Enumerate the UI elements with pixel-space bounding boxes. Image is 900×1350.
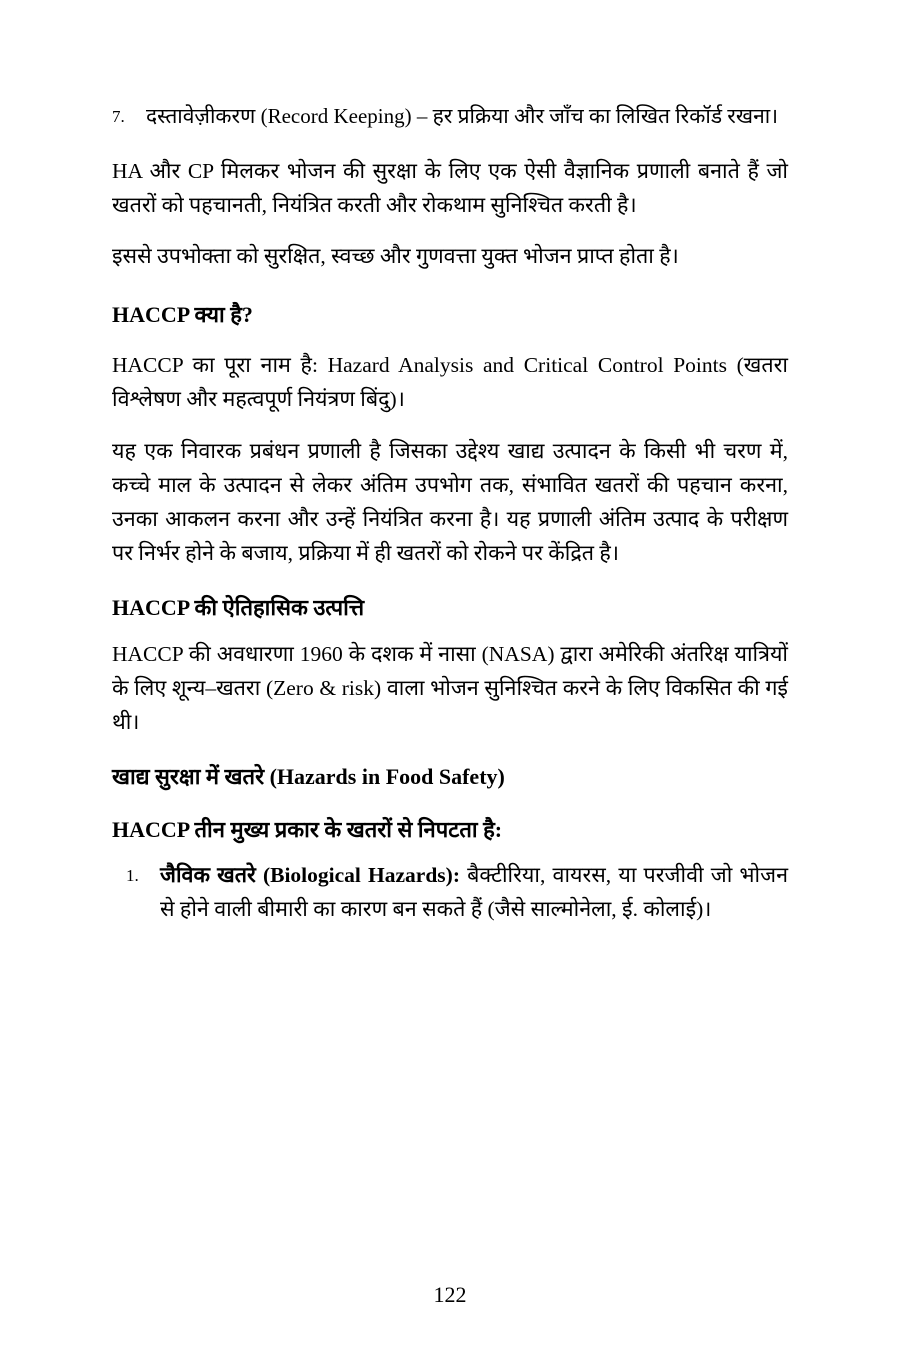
list-item-body-text: बैक्टीरिया, वायरस, या परजीवी जो भोजन से होने वाली बीमारी का कारण बन सकते हैं (जैसे साल्मोनेला, ई. कोलाई)। — [160, 863, 788, 922]
heading-three-hazard-types: HACCP तीन मुख्य प्रकार के खतरों से निपटता है: — [112, 816, 503, 842]
numbered-list-top — [112, 100, 788, 133]
list-item-marker: 1. — [126, 866, 139, 886]
heading-hazards-in-food-safety: खाद्य सुरक्षा में खतरे (Hazards in Food Safety) — [112, 763, 505, 789]
page-number: 122 — [433, 1282, 467, 1307]
numbered-list-hazards — [112, 859, 788, 927]
list-item-text: दस्तावेज़ीकरण (Record Keeping) – हर प्रक्रिया और जाँच का लिखित रिकॉर्ड रखना। — [146, 104, 779, 128]
paragraph-consumer-benefit: इससे उपभोक्ता को सुरक्षित, स्वच्छ और गुणवत्ता युक्त भोजन प्राप्त होता है। — [112, 244, 679, 269]
list-item — [112, 100, 788, 133]
list-item-text — [160, 859, 788, 927]
heading-what-is-haccp: HACCP क्या है? — [112, 302, 253, 328]
list-item-bold-label: जैविक खतरे (Biological Hazards): — [160, 863, 460, 888]
paragraph-preventive-system: यह एक निवारक प्रबंधन प्रणाली है जिसका उद्देश्य खाद्य उत्पादन के किसी भी चरण में, कच्चे माल के उत्पादन से लेकर अंतिम उपभोग तक, संभावित खतरों की पहचान करना, उनका आकलन करना और उन्हें नियंत्रित करना है। यह प्रणाली अंतिम उत्पाद के परीक्षण पर निर्भर होने के बजाय, प्रक्रिया में ही खतरों को रोकने पर केंद्रित है। — [112, 439, 788, 566]
list-item-marker: 7. — [112, 107, 125, 126]
paragraph-ha-cp: HA और CP मिलकर भोजन की सुरक्षा के लिए एक ऐसी वैज्ञानिक प्रणाली बनाते हैं जो खतरों को पहचानती, नियंत्रित करती और रोकथाम सुनिश्चित करती है। — [112, 158, 788, 217]
list-item — [112, 859, 788, 927]
paragraph-haccp-fullform: HACCP का पूरा नाम है: Hazard Analysis and Critical Control Points (खतरा विश्लेषण और महत्वपूर्ण नियंत्रण बिंदु)। — [112, 353, 788, 412]
heading-historical-origin: HACCP की ऐतिहासिक उत्पत्ति — [112, 595, 365, 621]
paragraph-nasa-origin: HACCP की अवधारणा 1960 के दशक में नासा (NASA) द्वारा अमेरिकी अंतरिक्ष यात्रियों के लिए शून्य–खतरा (Zero & risk) वाला भोजन सुनिश्चित करने के लिए विकसित की गई थी। — [112, 641, 788, 734]
